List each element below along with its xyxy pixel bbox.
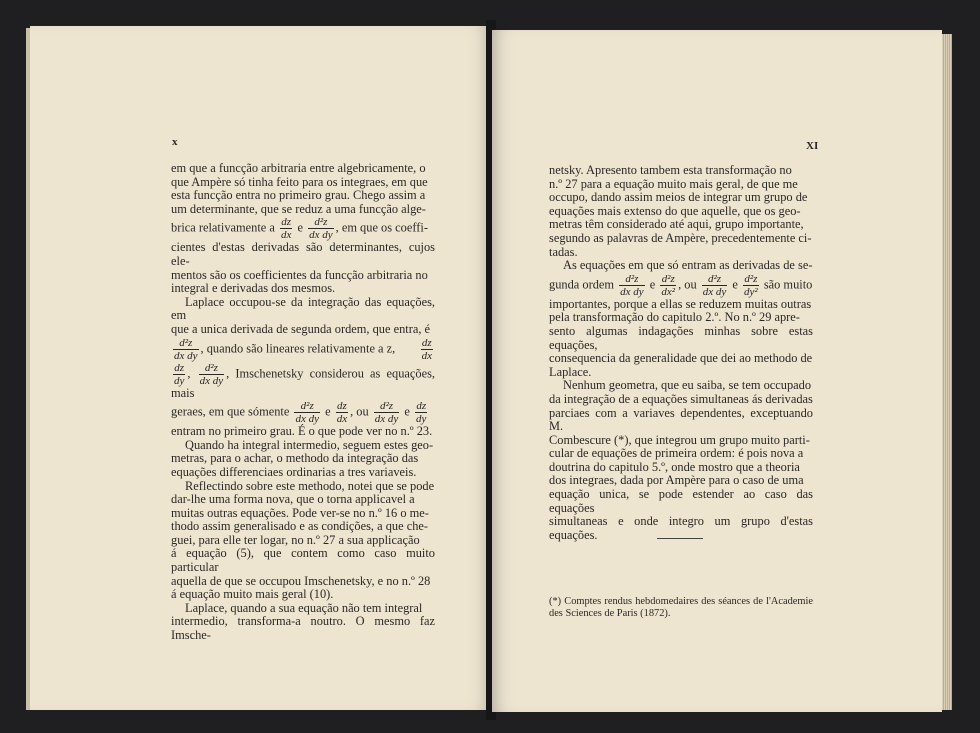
text-line: que a unica derivada de segunda ordem, que entra, é [171,321,431,336]
fraction: $\frac{dz}{dy}$ [174,361,185,387]
section-rule [657,538,703,539]
text-line: que Ampère só tinha feito para os integraes, em que [171,174,428,189]
text-line: Laplace, quando a sua equação não tem integral [185,600,423,615]
text-line: mentos são os coefficientes da funcção arbitraria no [171,267,428,282]
text-line: dos integraes, dada por Ampère para o caso de uma [549,473,804,488]
math-line-2: $\frac{\text{d²z}}{\text{dx dy}}$ , quando são lineares relativamente a z, $\frac{dz}{dx}$ [174,336,432,362]
left-page-text [171,162,435,643]
text-line: Nenhum geometra, que eu saiba, se tem occupado [563,378,812,393]
fraction: $\frac{\text{d²z}}{\text{dx²}}$ [661,272,676,298]
text-line: aquella de que se occupou Imschenetsky, e no n.º 28 [171,573,431,588]
text-line: em que a funcção arbitraria entre algebricamente, o [171,161,426,175]
text-line: equações differenciaes ordinarias a tres variaveis. [171,464,417,479]
text-line: segundo as palavras de Ampère, precedentemente ci- [549,230,812,245]
text-line: metras têm considerado até aqui, grupo importante, [549,217,804,232]
text-line: cular de equações de primeira ordem: é pois nova a [549,446,804,461]
text-line: simultaneas e onde integro um grupo d'estas equações. [549,514,813,542]
text-line: parciaes com a variaves dependentes, exceptuando M. [549,405,813,434]
text-line: thodo assim generalisado e as condições, a que che- [171,519,429,534]
text-line: metras, para o achar, o methodo da integração das [171,451,419,466]
text-line: n.º 27 para a equação muito mais geral, de que me [549,176,798,191]
fraction: $\frac{\text{d²z}}{\text{dx dy}}$ [174,336,198,362]
left-page [30,26,490,710]
text-line: Laplace. [549,364,592,379]
text-line: pela transformação do capitulo 2.º. No n.º 29 apre- [549,310,800,325]
text-line: á equação muito mais geral (10). [171,587,334,602]
text-line: Reflectindo sobre este methodo, notei que se pode [185,478,435,493]
right-page [492,30,942,712]
fraction: $\frac{\text{d²z}}{\text{dx dy}}$ [702,272,727,298]
fraction: $\frac{\text{d²z}}{\text{dy²}}$ [744,272,758,298]
fraction: $\frac{dz}{dx}$ [336,400,348,426]
footnote: (*) Comptes rendus hebdomedaires des séances de l'Academie des Sciences de Paris (1872). [549,596,813,619]
text-line: netsky. Apresento tambem esta transformação no [549,163,792,177]
math-line-1: brica relativamente a $\frac{dz}{dx}$ e $\frac{\text{d²z}}{\text{dx dy}}$ , em que os coeffi- [171,216,428,242]
fraction: $\frac{\text{d²z}}{\text{dx dy}}$ [309,216,333,242]
text-line: Quando ha integral intermedio, seguem estes geo- [185,437,434,452]
text-line: um determinante, que se reduz a uma funcção alge- [171,201,426,216]
math-line-4: geraes, em que sómente $\frac{\text{d²z}}{\text{dx dy}}$ e $\frac{dz}{dx}$ , ou $\frac{\text{d²z}}{\text{dx dy}}$ e $\frac{dz}{dy}$ [171,400,427,426]
fraction: $\frac{\text{d²z}}{\text{dx dy}}$ [295,400,319,426]
fraction: $\frac{\text{d²z}}{\text{dx dy}}$ [199,361,224,387]
text-line: As equações em que só entram as derivadas de se- [563,258,813,273]
text-line: integral e derivadas dos mesmos. [171,281,336,296]
text-line: guei, para elle ter logar, no n.º 27 a sua applicação [171,532,420,547]
text-line: tadas. [549,244,578,259]
text-line: esta funcção entra no primeiro grau. Chego assim a [171,188,426,203]
text-line: occupo, dando assim meios de integrar um grupo de [549,190,808,205]
fraction: $\frac{\text{d²z}}{\text{dx dy}}$ [374,400,399,426]
fraction: $\frac{dz}{dx}$ [281,216,292,242]
fraction: $\frac{\text{d²z}}{\text{dx dy}}$ [620,272,644,298]
right-page-number: XI [806,140,819,152]
text-line: da integração de a equações simultaneas ás derivadas [549,391,813,406]
text-line: á equação (5), que contem como caso muito particular [171,546,435,575]
fraction: $\frac{dz}{dy}$ [416,400,427,426]
text-line: equações mais extenso do que aquelle, que os geo- [549,203,801,218]
text-line: cientes d'estas derivadas são determinantes, cujos ele- [171,240,435,268]
text-line: importantes, porque a ellas se reduzem muitas outras [549,296,812,311]
text-line: doutrina do capitulo 5.º, onde mostro que a theoria [549,459,800,474]
math-line-3: $\frac{dz}{dy}$ , $\frac{\text{d²z}}{\text{dx dy}}$ , Imschenetsky considerou as equações, mais [171,361,435,400]
text-line: muitas outras equações. Pode ver-se no n.º 16 o me- [171,505,429,520]
text-line: Laplace occupou-se da integração das equações, em [171,294,435,323]
fraction: $\frac{dz}{dx}$ [421,336,432,362]
text-line: consequencia da generalidade que dei ao methodo de [549,351,813,366]
text-line: dar-lhe uma forma nova, que o torna applicavel a [171,492,415,507]
text-line: equação unica, se pode estender ao caso das equações [549,487,813,515]
left-page-number: x [172,136,178,148]
text-line: sento algumas indagações minhas sobre estas equações, [549,323,813,352]
right-page-text [549,164,813,542]
text-line: Combescure (*), que integrou um grupo muito parti- [549,432,810,447]
text-line: entram no primeiro grau. É o que pode ver no n.º 23. [171,424,433,439]
math-line: gunda ordem $\frac{\text{d²z}}{\text{dx dy}}$ e $\frac{\text{d²z}}{\text{dx²}}$ , ou $\frac{\text{d²z}}{\text{dx dy}}$ e $\frac{\text{d²z}}{\text{dy²}}$ são muito [549,272,813,298]
text-line: intermedio, transforma-a noutro. O mesmo faz Imsche- [171,614,435,643]
